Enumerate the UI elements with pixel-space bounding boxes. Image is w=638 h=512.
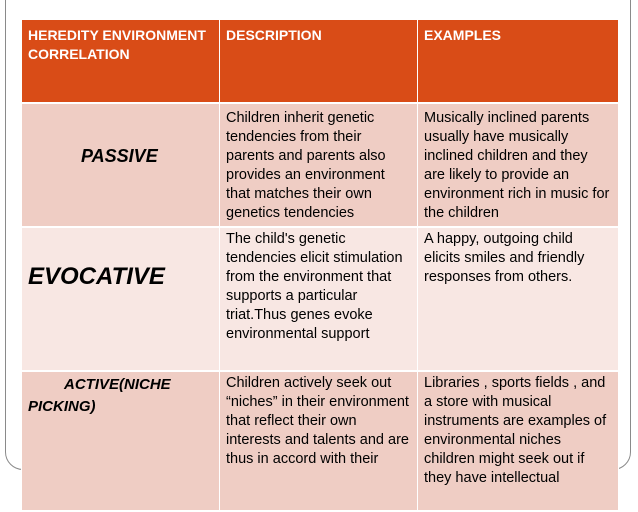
description-cell: Children inherit genetic tendencies from their parents and parents also provides an environment that matches their own genetics tendencies [220,103,418,227]
row-label-passive: PASSIVE [81,146,158,166]
row-label-cell [22,227,220,371]
row-label-evocative: EVOCATIVE [28,263,165,290]
table-row-evocative [22,227,619,371]
table-row-passive [22,103,619,227]
table-row-active [22,371,619,511]
header-description: DESCRIPTION [220,20,418,103]
examples-cell: Libraries , sports fields , and a store with musical instruments are examples of environmental niches children might seek out if they have intellectual [418,371,619,511]
header-examples: EXAMPLES [418,20,619,103]
header-correlation: HEREDITY ENVIRONMENT CORRELATION [22,20,220,103]
description-cell: The child's genetic tendencies elicit stimulation from the environment that supports a particular triat.Thus genes evoke environmental support [220,227,418,371]
heredity-environment-table [21,20,619,512]
examples-cell: Musically inclined parents usually have musically inclined children and they are likely to provide an environment rich in music for the children [418,103,619,227]
row-label-active: ACTIVE(NICHE PICKING) [28,376,171,415]
examples-cell: A happy, outgoing child elicits smiles and friendly responses from others. [418,227,619,371]
table-header-row [22,20,619,103]
row-label-cell [22,103,220,227]
row-label-cell [22,371,220,511]
description-cell: Children actively seek out “niches” in their environment that reflect their own interests and talents and are thus in accord with their [220,371,418,511]
